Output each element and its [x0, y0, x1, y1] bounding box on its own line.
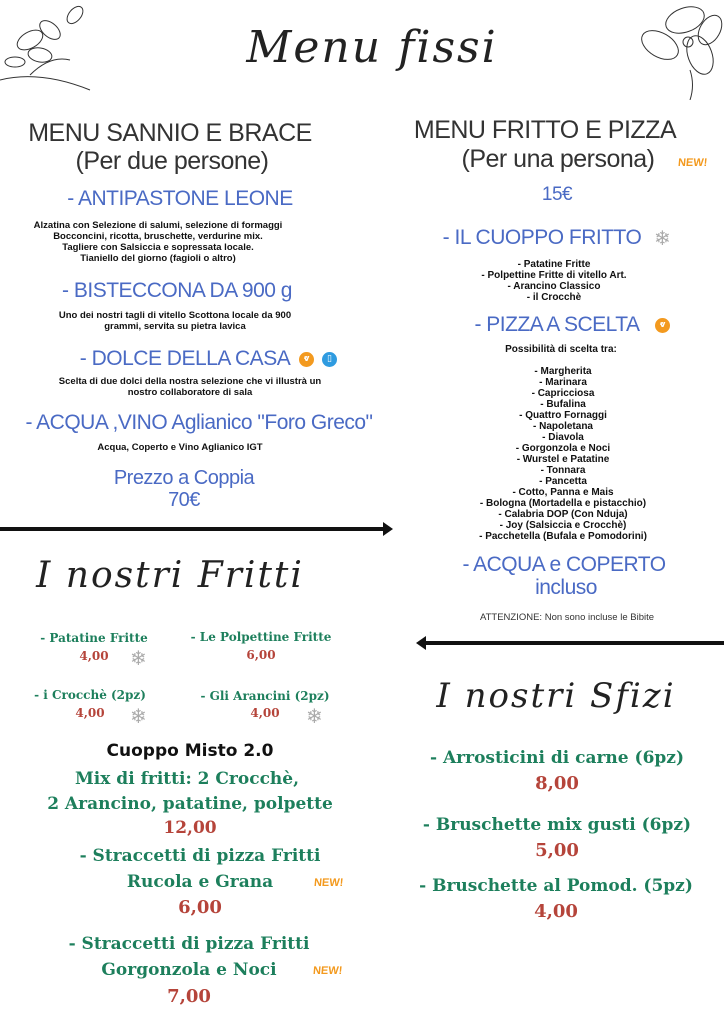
sfizio-price: 5,00: [535, 840, 579, 861]
new-badge: NEW!: [312, 965, 343, 977]
pizza-item: - Wurstel e Patatine: [516, 454, 610, 465]
straccetti-line2: Gorgonzola e Noci: [101, 960, 277, 980]
pizza-item: - Pacchetella (Bufala e Pomodorini): [479, 531, 647, 542]
fritto-name: - Patatine Fritte: [40, 631, 148, 645]
divider-left: [0, 527, 388, 531]
straccetti-line2: Rucola e Grana: [126, 872, 274, 892]
cuoppo-item: - Patatine Fritte: [517, 259, 591, 270]
pizza-item: - Quattro Fornaggi: [519, 410, 607, 421]
frozen-icon: ❄: [306, 704, 323, 728]
desc-line: Bocconcini, ricotta, bruschette, verdurine mix.: [53, 231, 263, 242]
desc-line: Scelta di due dolci della nostra selezione che vi illustrà un: [58, 376, 322, 387]
pizza-intro: Possibilità di scelta tra:: [505, 344, 617, 355]
cuoppo-price: 12,00: [163, 818, 217, 838]
cuoppo-heading: - IL CUOPPO FRITTO: [442, 226, 642, 249]
fritto-name: - Le Polpettine Fritte: [190, 630, 332, 644]
straccetti-line1: - Straccetti di pizza Fritti: [79, 846, 321, 866]
flower-illustration-right: [630, 0, 724, 100]
gluten-icon: ⱴ: [655, 318, 670, 333]
desc-line: Alzatina con Selezione di salumi, selezione di formaggi: [33, 220, 283, 231]
menu-sannio-subtitle: (Per due persone): [75, 147, 269, 175]
section-heading: - ANTIPASTONE LEONE: [67, 187, 293, 210]
fritto-name: - Gli Arancini (2pz): [200, 689, 330, 703]
page-title: Menu fissi: [246, 22, 498, 73]
desc-line: Acqua, Coperto e Vino Aglianico IGT: [97, 442, 263, 453]
section-heading: - DOLCE DELLA CASA: [79, 347, 291, 370]
fritto-price: 6,00: [246, 648, 276, 662]
pizza-item: - Diavola: [542, 432, 584, 443]
cuoppo-item: - il Crocchè: [526, 292, 582, 303]
menu-sannio-title: MENU SANNIO E BRACE: [28, 119, 312, 147]
pizza-item: - Pancetta: [539, 476, 587, 487]
new-badge: NEW!: [677, 157, 708, 169]
section-heading: - BISTECCONA DA 900 g: [62, 279, 292, 302]
desc-line: grammi, servita su pietra lavica: [104, 321, 246, 332]
fritto-name: - i Crocchè (2pz): [34, 688, 146, 702]
cuoppo-item: - Polpettine Fritte di vitello Art.: [481, 270, 627, 281]
lactose-icon: ▯: [322, 352, 337, 367]
attention-note: ATTENZIONE: Non sono incluse le Bibite: [479, 612, 655, 623]
frozen-icon: ❄: [130, 704, 147, 728]
divider-arrow: [383, 522, 393, 536]
cuoppo-items: [481, 259, 626, 303]
price: 70€: [168, 489, 200, 511]
cuoppo-item: - Arancino Classico: [507, 281, 601, 292]
frozen-icon: ❄: [654, 226, 671, 250]
pizza-item: - Bufalina: [540, 399, 586, 410]
fritto-price: 4,00: [75, 706, 105, 720]
acqua-sub: incluso: [535, 576, 597, 599]
pizza-item: - Tonnara: [540, 465, 586, 476]
sfizio-price: 8,00: [535, 773, 579, 794]
pizza-item: - Joy (Salsiccia e Crocchè): [499, 520, 627, 531]
desc-line: nostro collaboratore di sala: [127, 387, 253, 398]
cuoppo-line: Mix di fritti: 2 Crocchè,: [74, 769, 300, 789]
fritti-title: I nostri Fritti: [36, 555, 304, 596]
sfizi-title: I nostri Sfizi: [436, 676, 676, 716]
fritto-price: 4,00: [250, 706, 280, 720]
section-heading: - ACQUA ,VINO Aglianico "Foro Greco": [25, 411, 373, 434]
pizza-list: [479, 366, 647, 542]
divider-arrow: [416, 636, 426, 650]
desc-line: Tianiello del giorno (fagioli o altro): [80, 253, 236, 264]
sfizio-name: - Bruschette mix gusti (6pz): [422, 815, 692, 835]
acqua-heading: - ACQUA e COPERTO: [462, 553, 666, 576]
flower-illustration-left: [0, 0, 110, 100]
section-description: [97, 442, 262, 453]
section-description: [59, 310, 291, 332]
pizza-item: - Capricciosa: [531, 388, 595, 399]
cuoppo-misto-title: Cuoppo Misto 2.0: [106, 741, 274, 761]
menu-fritto-subtitle: (Per una persona): [461, 145, 655, 173]
pizza-item: - Bologna (Mortadella e pistacchio): [479, 498, 647, 509]
straccetti-line1: - Straccetti di pizza Fritti: [68, 934, 310, 954]
straccetti-price: 6,00: [178, 897, 222, 918]
pizza-item: - Cotto, Panna e Mais: [512, 487, 614, 498]
pizza-item: - Calabria DOP (Con Nduja): [498, 509, 628, 520]
new-badge: NEW!: [313, 877, 344, 889]
menu-fritto-title: MENU FRITTO E PIZZA: [413, 116, 677, 144]
straccetti-price: 7,00: [167, 986, 211, 1007]
price-label: Prezzo a Coppia: [113, 467, 255, 489]
pizza-item: - Gorgonzola e Noci: [515, 443, 611, 454]
desc-line: Tagliere con Salsiccia e sopressata locale.: [62, 242, 254, 253]
menu-fritto-price: 15€: [541, 184, 573, 205]
fritto-price: 4,00: [79, 649, 109, 663]
sfizio-price: 4,00: [534, 901, 578, 922]
divider-right: [424, 641, 724, 645]
pizza-item: - Marinara: [539, 377, 587, 388]
pizza-heading: - PIZZA A SCELTA: [474, 313, 640, 336]
sfizio-name: - Bruschette al Pomod. (5pz): [419, 876, 693, 896]
sfizio-name: - Arrosticini di carne (6pz): [430, 748, 684, 768]
pizza-item: - Margherita: [534, 366, 592, 377]
section-description: [34, 220, 283, 264]
desc-line: Uno dei nostri tagli di vitello Scottona locale da 900: [58, 310, 292, 321]
section-description: [59, 376, 321, 398]
cuoppo-line: 2 Arancino, patatine, polpette: [47, 794, 333, 814]
pizza-item: - Napoletana: [532, 421, 593, 432]
gluten-icon: ⱴ: [299, 352, 314, 367]
frozen-icon: ❄: [130, 646, 147, 670]
